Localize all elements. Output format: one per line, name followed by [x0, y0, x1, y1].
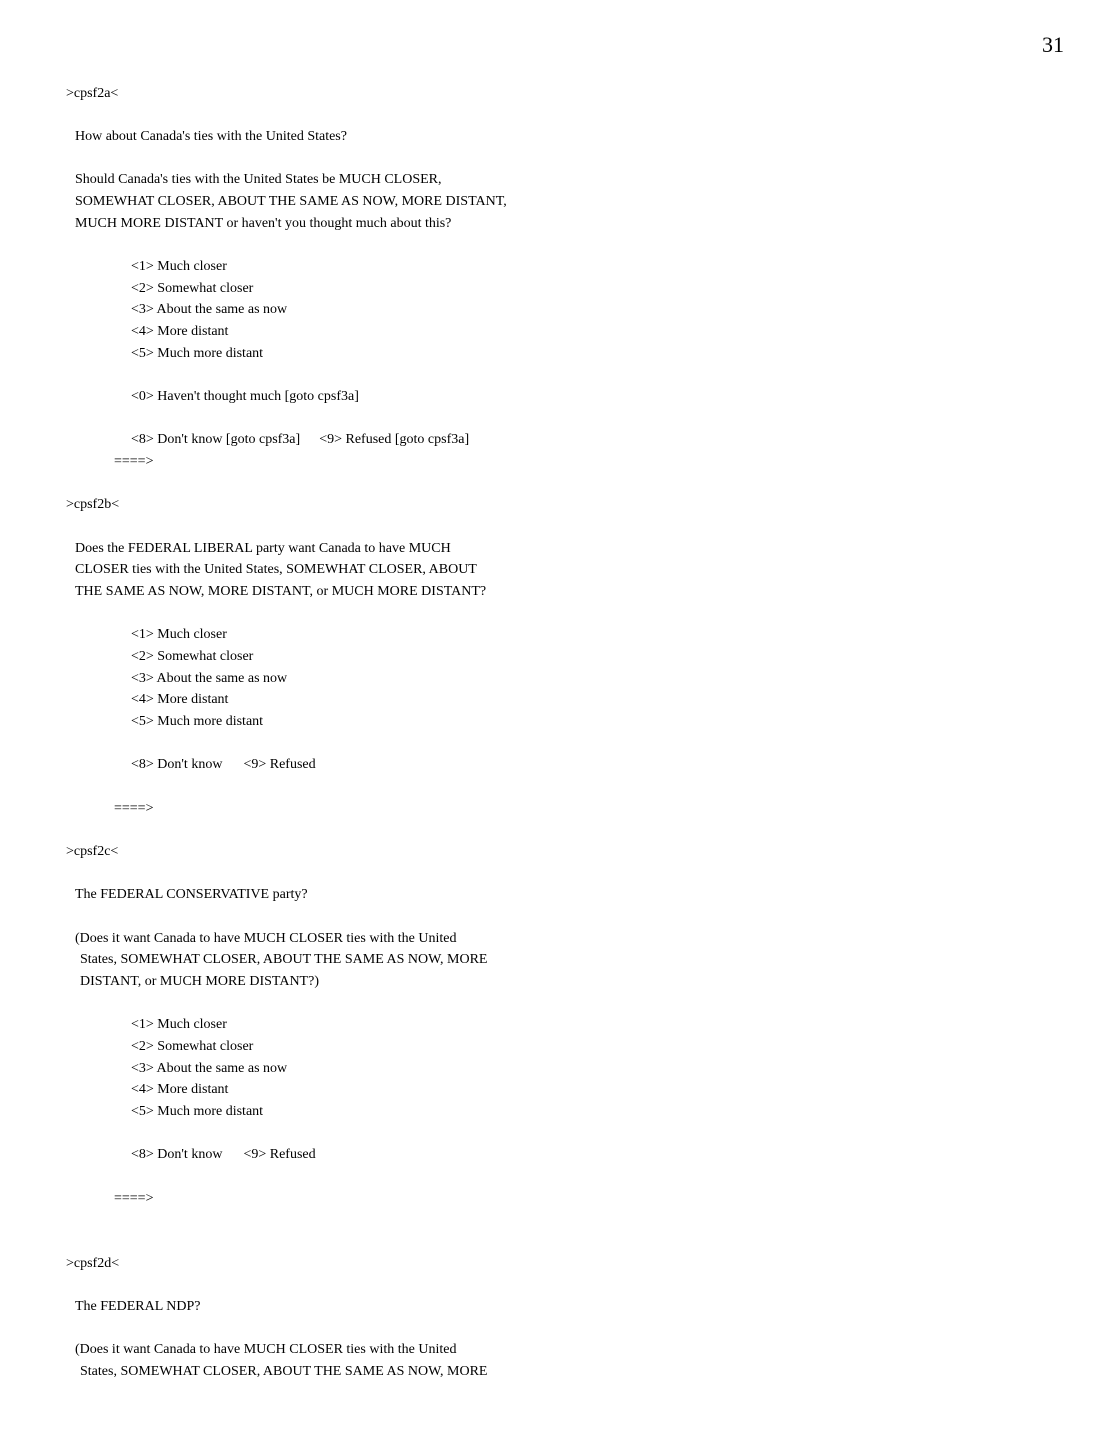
question-intro: How about Canada's ties with the United States? — [75, 129, 347, 144]
dont-know-option: <8> Don't know — [131, 1147, 223, 1162]
answer-option: <4> More distant — [131, 1082, 229, 1097]
question-text-line: Should Canada's ties with the United States be MUCH CLOSER, — [75, 172, 442, 187]
entry-arrow: ====> — [114, 454, 154, 469]
answer-option: <5> Much more distant — [131, 714, 264, 729]
refused-option: <9> Refused — [243, 757, 316, 772]
answer-option-special — [131, 1146, 316, 1164]
dont-know-option: <8> Don't know [goto cpsf3a] — [131, 432, 301, 447]
entry-arrow: ====> — [114, 801, 154, 816]
answer-option: <1> Much closer — [131, 627, 227, 642]
answer-option-zero: <0> Haven't thought much [goto cpsf3a] — [131, 389, 359, 404]
answer-option: <1> Much closer — [131, 259, 227, 274]
answer-option: <4> More distant — [131, 324, 229, 339]
question-text-line: THE SAME AS NOW, MORE DISTANT, or MUCH MORE DISTANT? — [75, 584, 487, 599]
question-text-line: (Does it want Canada to have MUCH CLOSER ties with the United — [75, 931, 457, 946]
question-ref-cpsf2a: >cpsf2a< — [66, 86, 119, 101]
question-text-line: Does the FEDERAL LIBERAL party want Canada to have MUCH — [75, 541, 451, 556]
question-ref-cpsf2d: >cpsf2d< — [66, 1256, 120, 1271]
answer-option-special — [131, 431, 469, 449]
question-ref-cpsf2c: >cpsf2c< — [66, 844, 119, 859]
question-text-line: States, SOMEWHAT CLOSER, ABOUT THE SAME AS NOW, MORE — [80, 1364, 488, 1379]
question-text-line: SOMEWHAT CLOSER, ABOUT THE SAME AS NOW, MORE DISTANT, — [75, 194, 507, 209]
question-intro: The FEDERAL NDP? — [75, 1299, 201, 1314]
answer-option: <1> Much closer — [131, 1017, 227, 1032]
question-intro: The FEDERAL CONSERVATIVE party? — [75, 887, 308, 902]
refused-option: <9> Refused — [243, 1147, 316, 1162]
question-ref-cpsf2b: >cpsf2b< — [66, 497, 120, 512]
refused-option: <9> Refused [goto cpsf3a] — [319, 432, 470, 447]
answer-option: <3> About the same as now — [131, 1061, 288, 1076]
question-text-line: MUCH MORE DISTANT or haven't you thought much about this? — [75, 216, 452, 231]
answer-option: <5> Much more distant — [131, 346, 264, 361]
page-number: 31 — [1042, 32, 1064, 57]
question-text-line: (Does it want Canada to have MUCH CLOSER ties with the United — [75, 1342, 457, 1357]
dont-know-option: <8> Don't know — [131, 757, 223, 772]
entry-arrow: ====> — [114, 1191, 154, 1206]
answer-option: <2> Somewhat closer — [131, 649, 254, 664]
answer-option: <2> Somewhat closer — [131, 1039, 254, 1054]
question-text-line: DISTANT, or MUCH MORE DISTANT?) — [80, 974, 319, 989]
answer-option: <3> About the same as now — [131, 671, 288, 686]
answer-option: <2> Somewhat closer — [131, 281, 254, 296]
answer-option: <5> Much more distant — [131, 1104, 264, 1119]
answer-option: <4> More distant — [131, 692, 229, 707]
question-text-line: CLOSER ties with the United States, SOMEWHAT CLOSER, ABOUT — [75, 562, 477, 577]
answer-option-special — [131, 756, 316, 774]
question-text-line: States, SOMEWHAT CLOSER, ABOUT THE SAME AS NOW, MORE — [80, 952, 488, 967]
answer-option: <3> About the same as now — [131, 302, 288, 317]
